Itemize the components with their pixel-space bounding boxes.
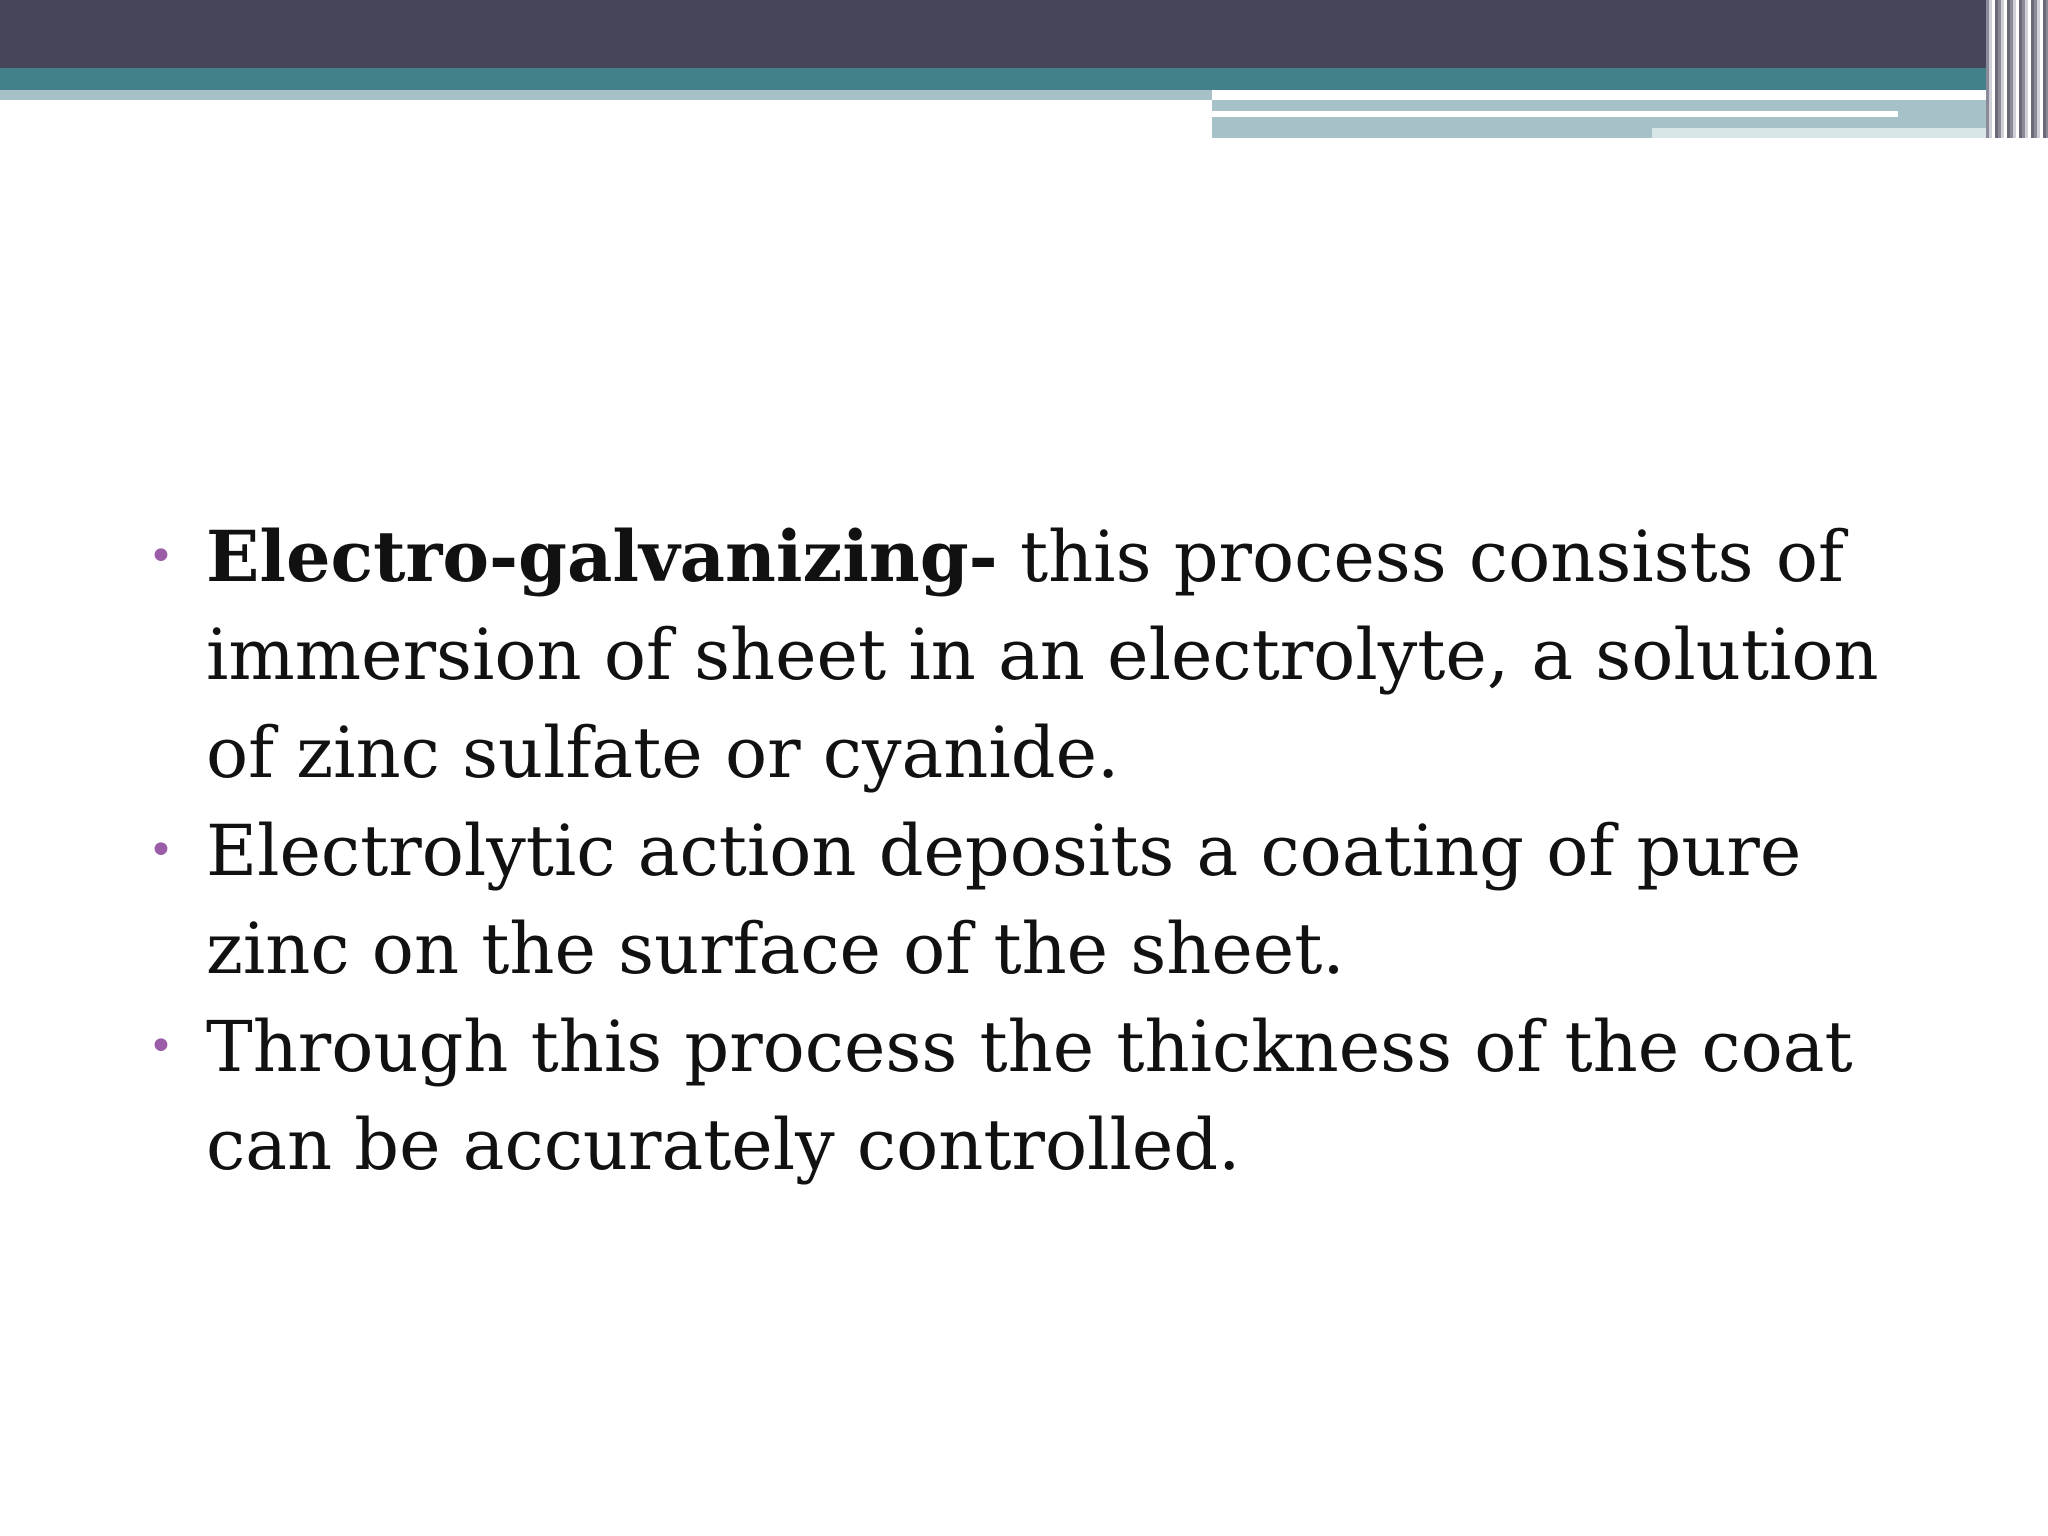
bullet-list [140, 508, 1940, 1194]
bullet-text: this process consists of immersion of sheet in an electrolyte, a solution of zinc sulfate or cyanide. [206, 516, 1879, 794]
bullet-marker: • [148, 1021, 174, 1072]
bullet-text: Electrolytic action deposits a coating of pure zinc on the surface of the sheet. [206, 810, 1802, 990]
header-edge-stripes [1986, 0, 2048, 138]
header-band-dark [0, 0, 2048, 68]
bullet-item [140, 998, 1940, 1194]
header-band-teal [0, 68, 2048, 90]
header-accent-line [1212, 111, 1898, 117]
header-band-light-left [0, 90, 1212, 100]
slide-body [140, 508, 1940, 1194]
bullet-term: Electro-galvanizing- [206, 515, 998, 598]
bullet-item [140, 508, 1940, 802]
bullet-marker: • [148, 531, 174, 582]
bullet-item [140, 802, 1940, 998]
bullet-marker: • [148, 825, 174, 876]
bullet-text: Through this process the thickness of the coat can be accurately controlled. [206, 1006, 1853, 1186]
